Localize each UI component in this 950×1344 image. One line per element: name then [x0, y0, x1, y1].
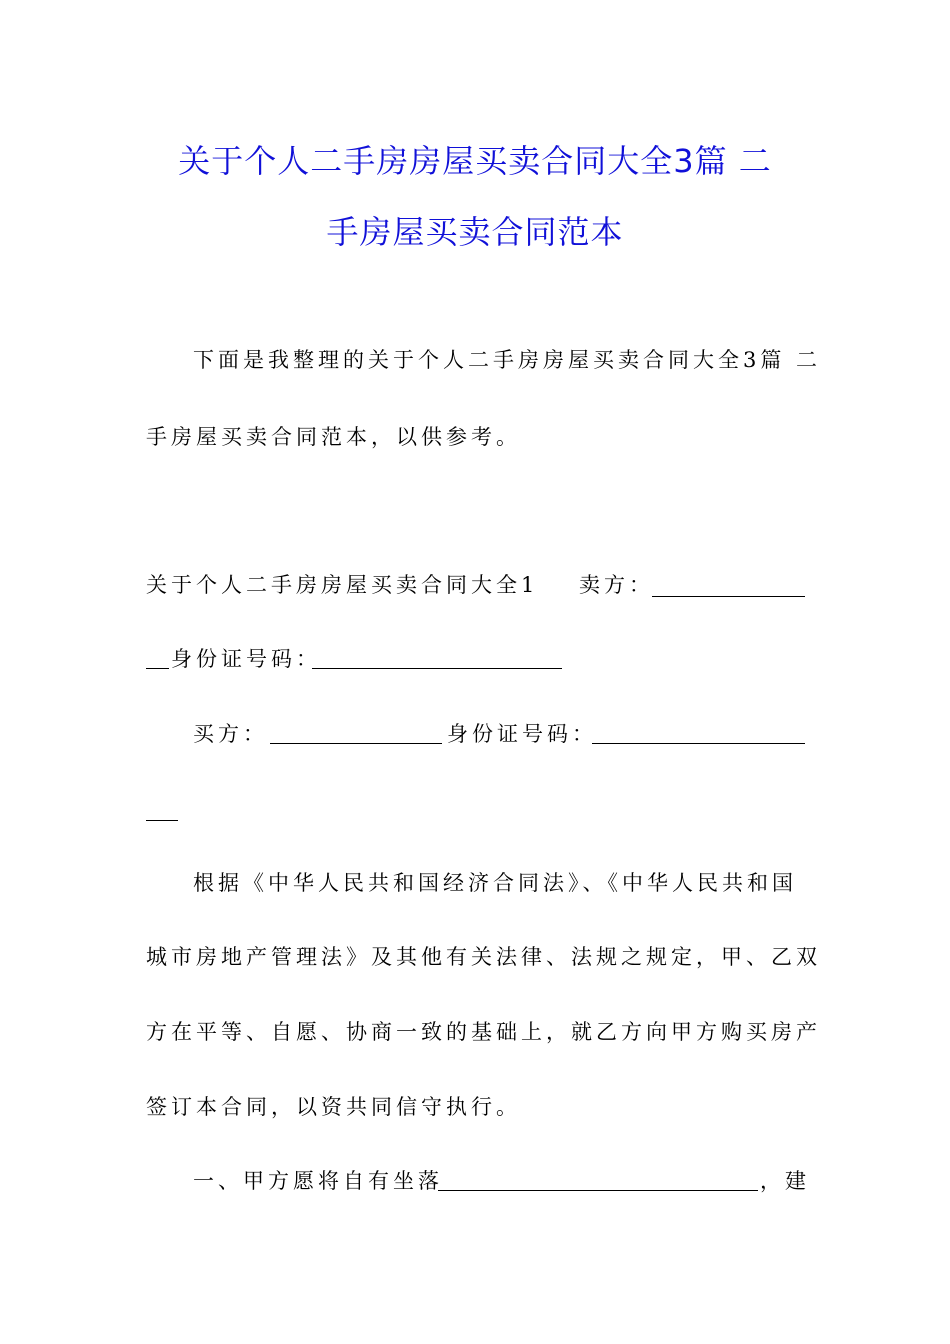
buyer-id-blank: [592, 723, 805, 744]
clause1-tail: ，建: [760, 1169, 810, 1193]
para1-line-3: 方在平等、自愿、协商一致的基础上，就乙方向甲方购买房产: [146, 1020, 821, 1044]
clause1-text: 一、甲方愿将自有坐落: [193, 1169, 443, 1193]
intro-line-1: 下面是我整理的关于个人二手房房屋买卖合同大全3篇 二: [193, 348, 822, 372]
buyer-id-label: 身份证号码：: [447, 722, 597, 746]
document-title-line-1: 关于个人二手房房屋买卖合同大全3篇 二: [178, 142, 772, 180]
section1-heading: 关于个人二手房房屋买卖合同大全1: [146, 573, 539, 597]
intro-line-2: 手房屋买卖合同范本，以供参考。: [146, 425, 521, 449]
property-location-blank: [438, 1170, 758, 1191]
buyer-id-blank-continued: [146, 800, 178, 821]
document-title-line-2: 手房屋买卖合同范本: [326, 213, 624, 251]
seller-id-blank: [312, 648, 562, 669]
para1-line-4: 签订本合同，以资共同信守执行。: [146, 1095, 521, 1119]
buyer-label: 买方：: [193, 722, 268, 746]
para1-line-1: 根据《中华人民共和国经济合同法》、《中华人民共和国: [193, 871, 797, 895]
buyer-name-blank: [270, 723, 442, 744]
seller-name-blank: [652, 576, 805, 597]
para1-line-2: 城市房地产管理法》及其他有关法律、法规之规定，甲、乙双: [146, 945, 821, 969]
seller-label: 卖方：: [579, 573, 654, 597]
seller-id-label: 身份证号码：: [171, 647, 321, 671]
seller-name-blank-continued: [146, 648, 169, 669]
